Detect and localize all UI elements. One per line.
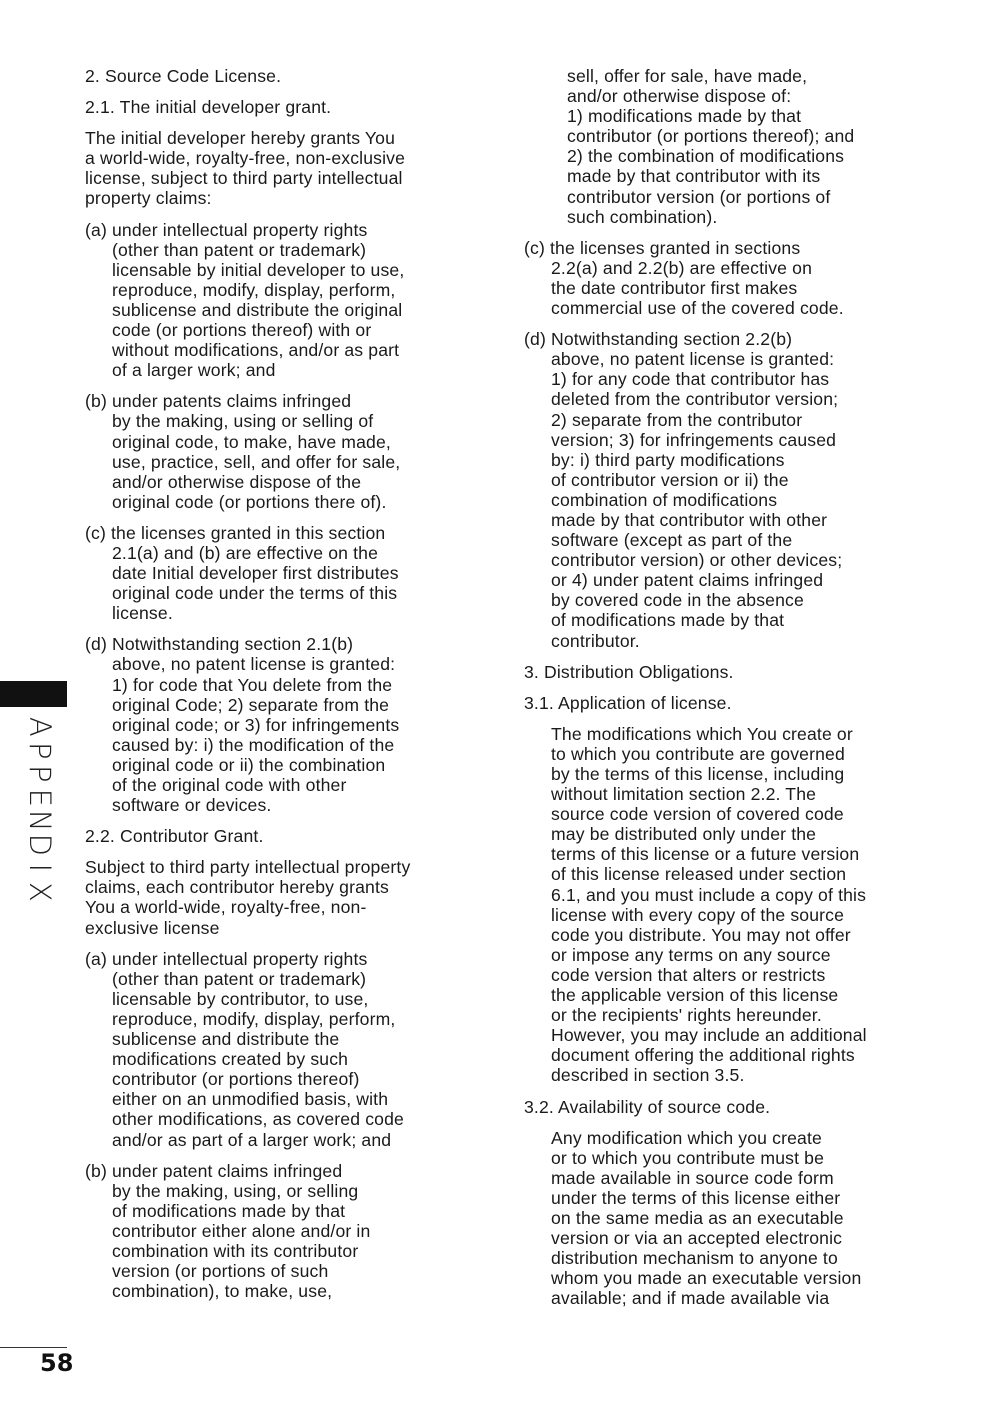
text-line: A	[22, 716, 57, 737]
text-line: or to which you contribute must be	[551, 1147, 825, 1168]
text-line: or the recipients' rights hereunder.	[551, 1005, 822, 1026]
page-number: 58	[40, 1349, 74, 1377]
text-line: made available in source code form	[551, 1167, 834, 1188]
clause-lead-line: (a) under intellectual property rights	[85, 948, 368, 969]
text-line: deleted from the contributor version;	[551, 389, 839, 410]
text-line: to which you contribute are governed	[551, 743, 845, 764]
text-line: caused by: i) the modification of the	[112, 734, 395, 755]
text-line: contributor version (or portions of	[567, 186, 831, 207]
text-line: and/or otherwise dispose of:	[567, 86, 792, 107]
text-line: 6.1, and you must include a copy of this	[551, 884, 867, 905]
paragraph-3-1	[551, 724, 924, 1086]
text-line: license with every copy of the source	[551, 904, 845, 925]
text-line: without limitation section 2.2. The	[551, 784, 817, 805]
text-line: contributor either alone and/or in	[112, 1220, 371, 1241]
clause-lead-line: (c) the licenses granted in this section	[85, 522, 386, 543]
heading-3-1: 3.1. Application of license.	[524, 692, 732, 713]
text-line: licensable by initial developer to use,	[112, 259, 405, 280]
text-line: reproduce, modify, display, perform,	[112, 279, 396, 300]
text-line: 2.1(a) and (b) are effective on the	[112, 542, 379, 563]
text-line: contributor version) or other devices;	[551, 550, 843, 571]
text-line: P	[22, 741, 57, 759]
text-line: made by that contributor with its	[567, 166, 821, 187]
text-line: code (or portions thereof) with or	[112, 320, 372, 341]
clause-2-2-b	[85, 1161, 485, 1302]
left-column	[85, 66, 485, 1312]
text-line: combination of modifications	[551, 489, 778, 510]
text-line: 1) for any code that contributor has	[551, 369, 830, 390]
text-line: version or via an accepted electronic	[551, 1228, 843, 1249]
text-line: of a larger work; and	[112, 360, 276, 381]
text-line: of modifications made by that	[112, 1200, 346, 1221]
text-line: version (or portions of such	[112, 1261, 329, 1282]
text-line: original code or ii) the combination	[112, 754, 386, 775]
text-line: original code; or 3) for infringements	[112, 714, 400, 735]
text-line: distribution mechanism to anyone to	[551, 1248, 838, 1269]
clause-2-1-d	[85, 634, 485, 815]
text-line: original code, to make, have made,	[112, 431, 391, 452]
text-line: combination), to make, use,	[112, 1281, 333, 1302]
text-line: a world-wide, royalty-free, non-exclusive	[85, 148, 406, 169]
clause-lead-line: (c) the licenses granted in sections	[524, 237, 801, 258]
text-line: on the same media as an executable	[551, 1207, 844, 1228]
heading-2: 2. Source Code License.	[85, 66, 282, 86]
clause-body	[85, 411, 485, 511]
text-line: date Initial developer first distributes	[112, 563, 399, 584]
text-line: sublicense and distribute the	[112, 1029, 340, 1050]
clause-2-1-a	[85, 220, 485, 381]
clause-lead-line: (d) Notwithstanding section 2.2(b)	[524, 329, 793, 350]
text-line: may be distributed only under the	[551, 824, 817, 845]
clause-lead-line: (d) Notwithstanding section 2.1(b)	[85, 634, 354, 655]
clause-lead-line: (b) under patents claims infringed	[85, 391, 352, 412]
text-line: software or devices.	[112, 795, 272, 816]
text-line: by the terms of this license, including	[551, 764, 845, 784]
paragraph-intro	[85, 128, 485, 208]
text-line: whom you made an executable version	[551, 1268, 862, 1289]
text-line: or 4) under patent claims infringed	[551, 570, 824, 591]
text-line: made by that contributor with other	[551, 509, 828, 530]
text-line: license.	[112, 603, 173, 624]
text-line: version; 3) for infringements caused	[551, 429, 837, 450]
text-line: source code version of covered code	[551, 804, 844, 825]
text-line: use, practice, sell, and offer for sale,	[112, 451, 401, 472]
text-line: either on an unmodified basis, with	[112, 1089, 389, 1110]
clause-2-1-c	[85, 523, 485, 623]
page-number-rule	[0, 1347, 67, 1348]
text-line: of this license released under section	[551, 864, 847, 885]
text-line: X	[22, 881, 57, 902]
text-line: by covered code in the absence	[551, 590, 804, 611]
clause-body	[85, 1181, 485, 1302]
text-line: claims, each contributor hereby grants	[85, 877, 389, 898]
text-line: of contributor version or ii) the	[551, 469, 789, 490]
text-line: available; and if made available via	[551, 1288, 830, 1309]
text-line: and/or otherwise dispose of the	[112, 471, 362, 492]
text-line: contributor (or portions thereof)	[112, 1069, 360, 1090]
text-line: original Code; 2) separate from the	[112, 694, 390, 715]
heading-2-2: 2.2. Contributor Grant.	[85, 826, 264, 847]
paragraph-2-2	[85, 857, 485, 937]
text-line: However, you may include an additional	[551, 1025, 867, 1046]
text-line: of the original code with other	[112, 775, 347, 795]
clause-2-2-a	[85, 949, 485, 1150]
clause-lead-line: (b) under patent claims infringed	[85, 1160, 343, 1181]
text-line: license, subject to third party intellectual	[85, 168, 403, 189]
text-line: original code under the terms of this	[112, 583, 398, 604]
text-line: E	[22, 788, 57, 807]
text-line: under the terms of this license either	[551, 1187, 841, 1208]
text-line: P	[22, 765, 57, 783]
clause-body	[524, 258, 924, 318]
text-line: Any modification which you create	[551, 1127, 822, 1148]
text-line: 2) separate from the contributor	[551, 409, 803, 430]
text-line: other modifications, as covered code	[112, 1109, 404, 1130]
clause-body	[85, 654, 485, 815]
text-line: The initial developer hereby grants You	[85, 128, 396, 149]
right-column	[524, 66, 924, 1319]
text-line: D	[22, 833, 57, 856]
clause-2-2-c	[524, 238, 924, 318]
clause-body	[85, 969, 485, 1150]
heading-3: 3. Distribution Obligations.	[524, 661, 734, 682]
text-line: property claims:	[85, 188, 212, 209]
text-line: or impose any terms on any source	[551, 944, 831, 965]
text-line: I	[22, 863, 57, 873]
text-line: by: i) third party modifications	[551, 449, 785, 470]
text-line: 1) modifications made by that	[567, 106, 802, 127]
text-line: N	[22, 809, 57, 832]
text-line: software (except as part of the	[551, 530, 793, 551]
text-line: modifications created by such	[112, 1049, 349, 1070]
text-line: without modifications, and/or as part	[112, 340, 400, 361]
text-line: sublicense and distribute the original	[112, 299, 403, 320]
text-line: contributor (or portions thereof); and	[567, 126, 855, 147]
heading-2-1: 2.1. The initial developer grant.	[85, 97, 332, 118]
clause-body	[85, 240, 485, 381]
text-line: code version that alters or restricts	[551, 964, 826, 985]
text-line: and/or as part of a larger work; and	[112, 1129, 392, 1150]
text-line: combination with its contributor	[112, 1240, 359, 1261]
heading-3-2: 3.2. Availability of source code.	[524, 1096, 771, 1117]
clause-2-2-b-continued	[567, 66, 924, 227]
text-line: terms of this license or a future version	[551, 844, 860, 865]
text-line: of modifications made by that	[551, 610, 785, 631]
clause-body	[524, 349, 924, 650]
clause-body	[85, 543, 485, 623]
text-line: Subject to third party intellectual property	[85, 857, 411, 878]
text-line: document offering the additional rights	[551, 1045, 855, 1066]
text-line: described in section 3.5.	[551, 1065, 745, 1086]
appendix-side-label	[22, 715, 57, 903]
text-line: such combination).	[567, 206, 718, 227]
text-line: exclusive license	[85, 917, 220, 938]
text-line: commercial use of the covered code.	[551, 298, 844, 319]
text-line: code you distribute. You may not offer	[551, 924, 851, 945]
text-line: (other than patent or trademark)	[112, 968, 367, 989]
text-line: sell, offer for sale, have made,	[567, 66, 808, 86]
text-line: You a world-wide, royalty-free, non-	[85, 897, 367, 918]
text-line: above, no patent license is granted:	[551, 349, 835, 370]
clause-2-2-d	[524, 329, 924, 651]
text-line: 1) for code that You delete from the	[112, 674, 393, 695]
text-line: reproduce, modify, display, perform,	[112, 1008, 396, 1029]
clause-lead-line: (a) under intellectual property rights	[85, 219, 368, 240]
text-line: the date contributor first makes	[551, 277, 798, 298]
text-line: licensable by contributor, to use,	[112, 988, 369, 1009]
text-line: (other than patent or trademark)	[112, 239, 367, 260]
text-line: original code (or portions there of).	[112, 491, 387, 512]
clause-2-1-b	[85, 391, 485, 512]
text-line: contributor.	[551, 630, 640, 651]
text-line: the applicable version of this license	[551, 985, 839, 1006]
text-line: by the making, using or selling of	[112, 411, 374, 432]
appendix-tab-marker	[0, 681, 67, 707]
text-line: above, no patent license is granted:	[112, 654, 396, 675]
text-line: 2) the combination of modifications	[567, 146, 845, 167]
text-line: 2.2(a) and 2.2(b) are effective on	[551, 257, 813, 278]
text-line: The modifications which You create or	[551, 723, 853, 744]
text-line: by the making, using, or selling	[112, 1180, 359, 1201]
paragraph-3-2	[551, 1128, 924, 1309]
